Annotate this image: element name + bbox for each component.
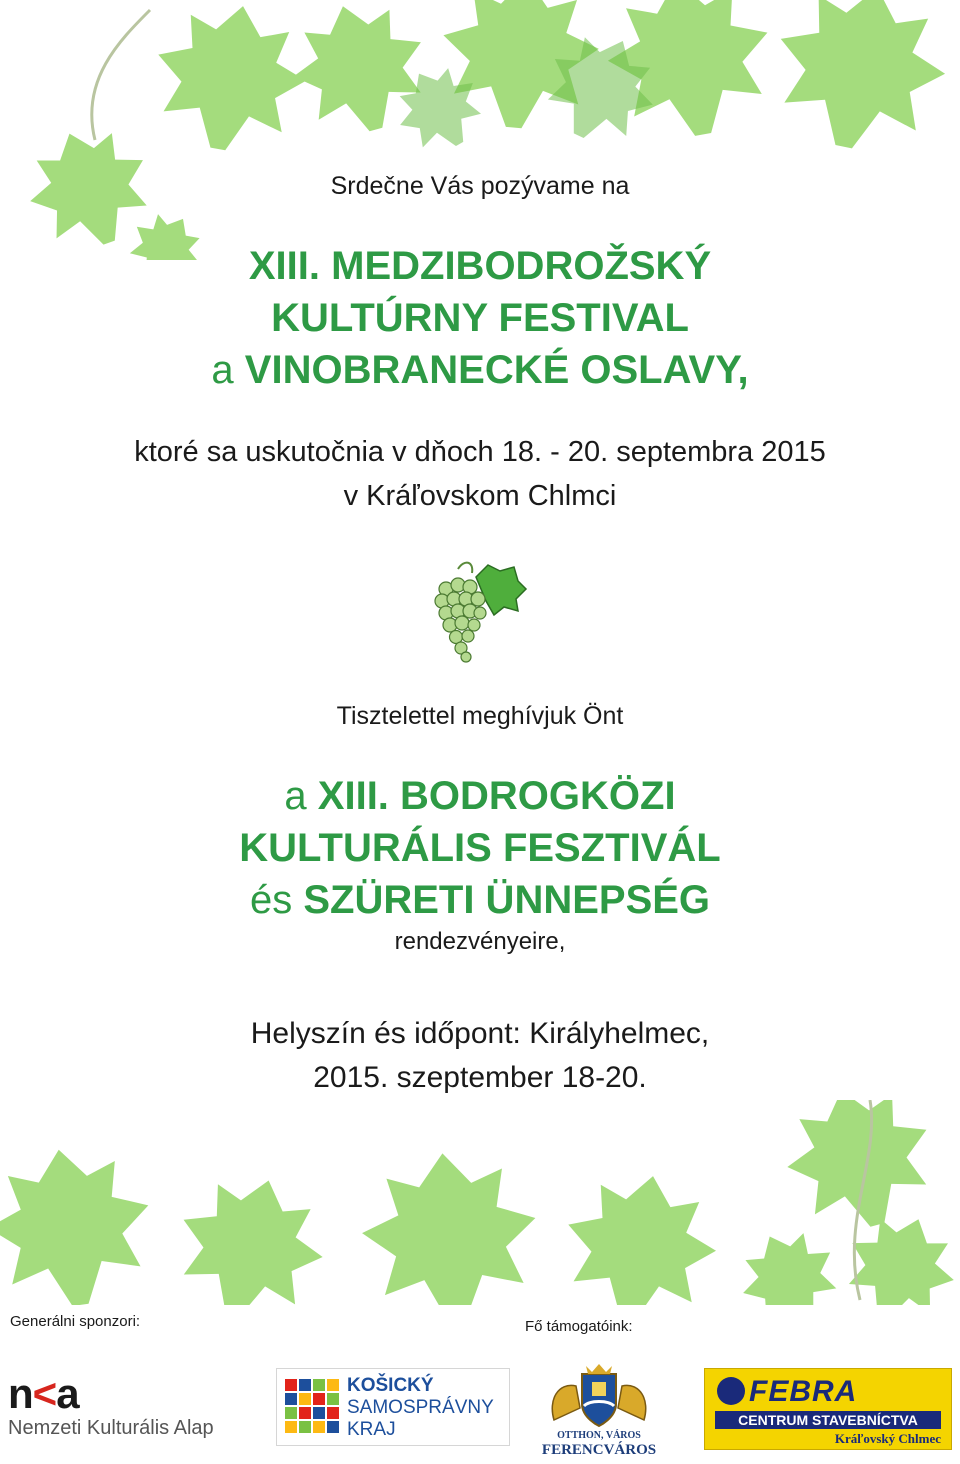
febra-name: FEBRA bbox=[749, 1375, 858, 1408]
sk-place-line: v Kráľovskom Chlmci bbox=[343, 480, 617, 512]
febra-globe-icon bbox=[717, 1377, 745, 1405]
sk-title-line3-prefix: a bbox=[211, 348, 234, 392]
sk-title-line3 bbox=[0, 344, 960, 396]
hu-title-line1-text: XIII. BODROGKÖZI bbox=[317, 774, 676, 818]
ferencvaros-line1: OTTHON, VÁROS bbox=[557, 1430, 641, 1441]
ksk-line3: KRAJ bbox=[347, 1419, 396, 1440]
febra-city: Kráľovský Chlmec bbox=[834, 1431, 941, 1446]
ksk-line1: KOŠICKÝ bbox=[347, 1375, 434, 1396]
general-sponsors-label: Generálni sponzori: bbox=[10, 1313, 141, 1330]
sk-title-line2: KULTÚRNY FESTIVAL bbox=[271, 296, 689, 340]
bottom-leaves-decoration bbox=[0, 1100, 960, 1305]
nka-mark-n: n bbox=[8, 1370, 33, 1417]
ksk-line2: SAMOSPRÁVNY bbox=[347, 1397, 494, 1418]
hu-title-line3 bbox=[0, 874, 960, 926]
sk-title-line3-text: VINOBRANECKÉ OSLAVY, bbox=[244, 348, 749, 392]
hu-title-line1-prefix: a bbox=[284, 774, 307, 818]
hu-title-line3-prefix: és bbox=[249, 878, 293, 922]
hu-place-time-line2: 2015. szeptember 18-20. bbox=[313, 1061, 647, 1094]
coat-of-arms-icon bbox=[540, 1360, 658, 1430]
hu-place-time-line1: Helyszín és időpont: Királyhelmec, bbox=[250, 1017, 710, 1050]
nka-mark-a: a bbox=[56, 1370, 79, 1417]
ksk-logo bbox=[276, 1368, 510, 1446]
grape-cluster-icon bbox=[428, 555, 528, 665]
sk-intro: Srdečne Vás pozývame na bbox=[330, 172, 630, 200]
febra-bar: CENTRUM STAVEBNÍCTVA bbox=[715, 1411, 941, 1429]
hu-title-line2: KULTURÁLIS FESZTIVÁL bbox=[239, 826, 721, 870]
hu-title-line3-text: SZÜRETI ÜNNEPSÉG bbox=[303, 878, 711, 922]
sk-date-line: ktoré sa uskutočnia v dňoch 18. - 20. septembra 2015 bbox=[134, 436, 826, 468]
hu-suffix: rendezvényeire, bbox=[394, 928, 566, 955]
sk-title-line1: XIII. MEDZIBODROŽSKÝ bbox=[248, 244, 712, 288]
nka-mark-k: < bbox=[32, 1370, 57, 1417]
nka-logo bbox=[8, 1372, 243, 1447]
nka-logo-mark bbox=[8, 1372, 243, 1416]
hu-title-line1 bbox=[0, 770, 960, 822]
nka-logo-name: Nemzeti Kulturális Alap bbox=[8, 1417, 214, 1439]
hu-intro: Tisztelettel meghívjuk Önt bbox=[336, 702, 624, 730]
top-leaves-decoration bbox=[0, 0, 960, 260]
ksk-mosaic-icon bbox=[285, 1379, 341, 1435]
supporters-label: Fő támogatóink: bbox=[525, 1318, 633, 1335]
febra-logo bbox=[704, 1368, 952, 1450]
ferencvaros-line2: FERENCVÁROS bbox=[541, 1442, 657, 1458]
ferencvaros-logo bbox=[540, 1360, 658, 1460]
ksk-logo-text bbox=[347, 1375, 494, 1441]
